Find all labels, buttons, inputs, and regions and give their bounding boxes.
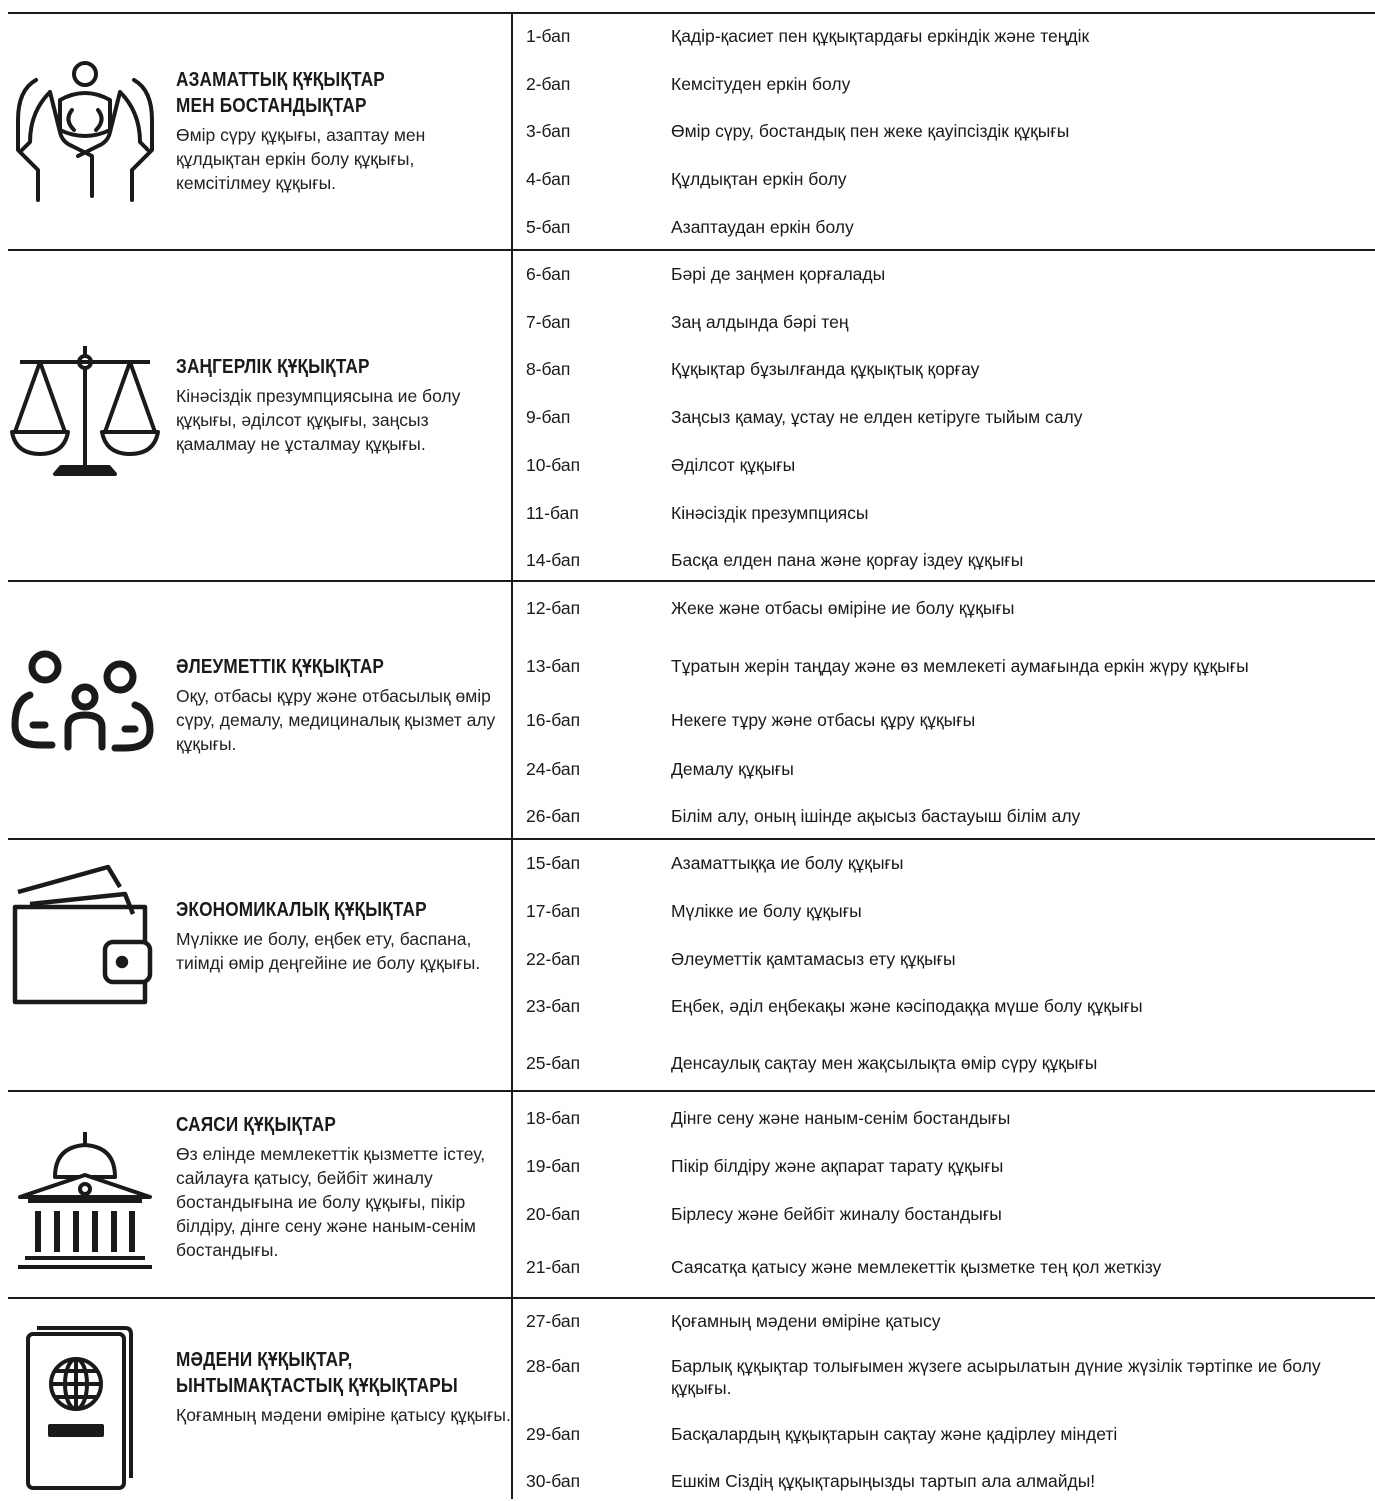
article-text: Кемсітуден еркін болу (671, 74, 851, 94)
article-number: 18-бап (526, 1108, 581, 1128)
category-description: Өмір сүру құқығы, азаптау мен құлдықтан еркін болу құқығы, кемсітілмеу құқығы. (176, 125, 426, 193)
article-number: 9-бап (526, 407, 571, 427)
category-section (8, 838, 1375, 1092)
article-number: 14-бап (526, 550, 581, 570)
article-number: 26-бап (526, 806, 581, 826)
article-number: 20-бап (526, 1204, 581, 1224)
category-text (176, 354, 511, 456)
article-number: 8-бап (526, 359, 571, 379)
article-text: Құлдықтан еркін болу (671, 169, 847, 189)
article-text: Некеге тұру және отбасы құру құқығы (671, 710, 976, 730)
category-section (8, 249, 1375, 582)
article-number: 7-бап (526, 312, 571, 332)
article-number: 11-бап (526, 503, 579, 523)
article-number: 27-бап (526, 1311, 581, 1331)
article-number: 1-бап (526, 26, 571, 46)
category-section (8, 12, 1375, 251)
category-text (176, 1347, 511, 1427)
article-text: Мүлікке ие болу құқығы (671, 901, 862, 921)
article-number: 10-бап (526, 455, 581, 475)
article-text: Әділсот құқығы (671, 455, 796, 475)
article-number: 6-бап (526, 264, 571, 284)
article-number: 28-бап (526, 1356, 581, 1376)
category-description: Өз елінде мемлекеттік қызметте істеу, сайлауға қатысу, бейбіт жиналу бостандығына ие болу құқығы, пікір білдіру, дінге сену және наным-сенім бостандығы. (176, 1144, 486, 1260)
category-description: Кінәсіздік презумпциясына ие болу құқығы, әділсот құқығы, заңсыз қамалмау не ұсталмау құқығы. (176, 386, 461, 454)
article-text: Ешкім Сіздің құқықтарыңызды тартып ала алмайды! (671, 1471, 1096, 1491)
family-icon (10, 647, 160, 757)
category-description: Оқу, отбасы құру және отбасылық өмір сүру, демалу, медициналық қызмет алу құқығы. (176, 686, 496, 754)
category-title: ЗАҢГЕРЛІК ҚҰҚЫҚТАР (176, 356, 370, 378)
article-text: Жеке және отбасы өміріне ие болу құқығы (671, 598, 1015, 618)
article-text: Басқа елден пана және қорғау іздеу құқығы (671, 550, 1024, 570)
article-text: Қоғамның мәдени өміріне қатысу (671, 1311, 941, 1331)
article-text: Заң алдында бәрі тең (671, 312, 849, 332)
passport-icon (25, 1322, 135, 1492)
category-text (176, 654, 511, 756)
article-number: 17-бап (526, 901, 581, 921)
category-section (8, 1090, 1375, 1299)
category-text (176, 67, 511, 195)
article-number: 4-бап (526, 169, 571, 189)
article-number: 19-бап (526, 1156, 581, 1176)
article-number: 13-бап (526, 656, 581, 676)
article-number: 2-бап (526, 74, 571, 94)
article-text: Денсаулық сақтау мен жақсылықта өмір сүру құқығы (671, 1053, 1098, 1073)
article-text: Бірлесу және бейбіт жиналу бостандығы (671, 1204, 1002, 1224)
category-section (8, 1297, 1375, 1501)
category-section (8, 580, 1375, 840)
article-text: Заңсыз қамау, ұстау не елден кетіруге тыйым салу (671, 407, 1083, 427)
article-text: Кінәсіздік презумпциясы (671, 503, 869, 523)
category-title: АЗАМАТТЫҚ ҚҰҚЫҚТАР МЕН БОСТАНДЫҚТАР (176, 69, 385, 117)
category-title: ЭКОНОМИКАЛЫҚ ҚҰҚЫҚТАР (176, 899, 427, 921)
article-number: 23-бап (526, 996, 581, 1016)
wallet-icon (10, 862, 160, 1012)
article-text: Тұратын жерін таңдау және өз мемлекеті аумағында еркін жүру құқығы (671, 656, 1249, 676)
article-number: 21-бап (526, 1257, 581, 1277)
scales-of-justice-icon (10, 342, 160, 487)
article-text: Қадір-қасиет пен құқықтардағы еркіндік және теңдік (671, 26, 1090, 46)
article-text: Өмір сүру, бостандық пен жеке қауіпсіздік құқығы (671, 121, 1070, 141)
article-number: 29-бап (526, 1424, 581, 1444)
category-title: САЯСИ ҚҰҚЫҚТАР (176, 1114, 336, 1136)
article-text: Азаматтыққа ие болу құқығы (671, 853, 904, 873)
article-text: Азаптаудан еркін болу (671, 217, 854, 237)
category-description: Мүлікке ие болу, еңбек ету, баспана, тиімді өмір деңгейіне ие болу құқығы. (176, 929, 481, 973)
article-text: Құқықтар бұзылғанда құқықтық қорғау (671, 359, 980, 379)
hands-holding-person-icon (10, 52, 160, 202)
article-number: 12-бап (526, 598, 581, 618)
article-number: 30-бап (526, 1471, 581, 1491)
article-number: 24-бап (526, 759, 581, 779)
article-text: Саясатқа қатысу және мемлекеттік қызметке тең қол жеткізу (671, 1257, 1162, 1277)
article-text: Бәрі де заңмен қорғалады (671, 264, 886, 284)
category-text (176, 897, 511, 975)
article-number: 22-бап (526, 949, 581, 969)
article-text: Басқалардың құқықтарын сақтау және қадірлеу міндеті (671, 1424, 1118, 1444)
category-title: ӘЛЕУМЕТТІК ҚҰҚЫҚТАР (176, 656, 385, 678)
article-text: Барлық құқықтар толығымен жүзеге асырылатын дүние жүзілік тәртіпке ие болу құқығы. (671, 1356, 1321, 1398)
article-text: Пікір білдіру және ақпарат тарату құқығы (671, 1156, 1004, 1176)
article-text: Білім алу, оның ішінде ақысыз бастауыш білім алу (671, 806, 1081, 826)
article-text: Дінге сену және наным-сенім бостандығы (671, 1108, 1011, 1128)
category-title: МӘДЕНИ ҚҰҚЫҚТАР, ЫНТЫМАҚТАСТЫҚ ҚҰҚЫҚТАРЫ (176, 1349, 458, 1397)
article-number: 5-бап (526, 217, 571, 237)
article-text: Еңбек, әділ еңбекақы және кәсіподаққа мүше болу құқығы (671, 996, 1143, 1016)
article-text: Әлеуметтік қамтамасыз ету құқығы (671, 949, 956, 969)
column-divider (511, 12, 513, 1499)
category-text (176, 1112, 511, 1262)
article-number: 15-бап (526, 853, 581, 873)
government-building-icon (10, 1127, 160, 1272)
article-number: 16-бап (526, 710, 581, 730)
category-description: Қоғамның мәдени өміріне қатысу құқығы. (176, 1405, 511, 1425)
article-number: 3-бап (526, 121, 571, 141)
article-text: Демалу құқығы (671, 759, 794, 779)
article-number: 25-бап (526, 1053, 581, 1073)
